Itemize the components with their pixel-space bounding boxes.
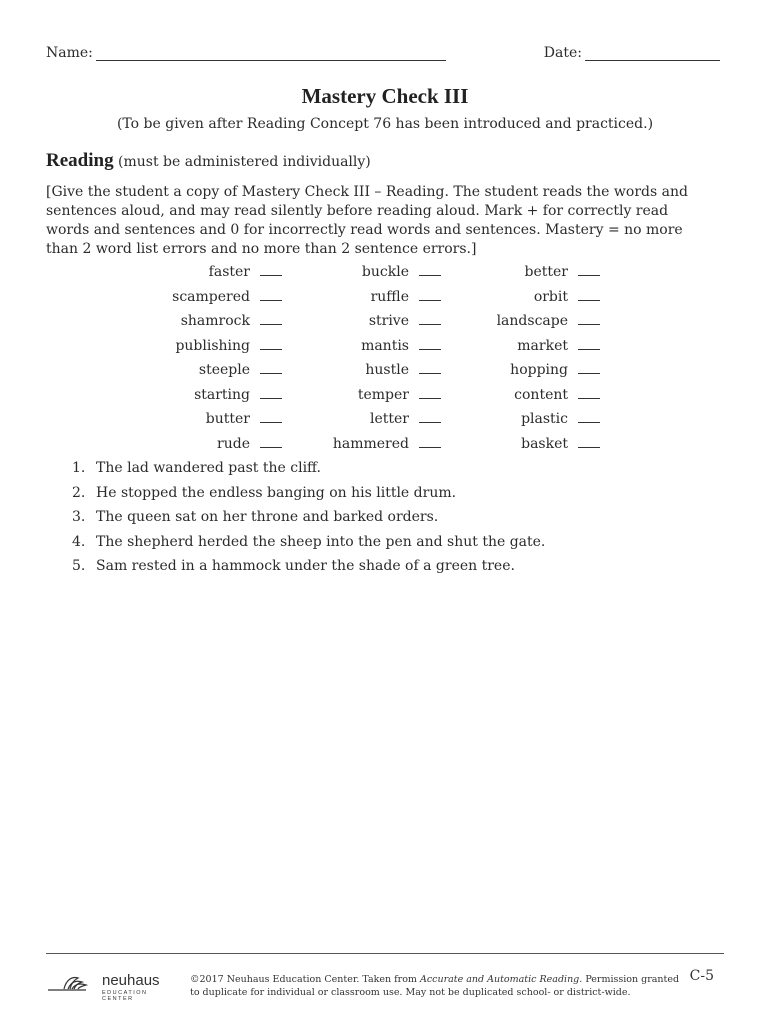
word-text: mantis bbox=[361, 337, 409, 354]
mark-blank[interactable] bbox=[578, 312, 600, 325]
mark-blank[interactable] bbox=[419, 288, 441, 301]
word-text: orbit bbox=[533, 288, 568, 305]
word-text: starting bbox=[194, 386, 250, 403]
sentence-number: 2. bbox=[72, 484, 86, 501]
word-text: publishing bbox=[175, 337, 250, 354]
sentence-text: He stopped the endless banging on his little drum. bbox=[96, 484, 457, 501]
word-text: strive bbox=[368, 313, 409, 329]
word-text: basket bbox=[521, 435, 568, 452]
mark-blank[interactable] bbox=[578, 361, 600, 374]
sentence-text: The queen sat on her throne and barked orders. bbox=[96, 509, 439, 525]
logo-subtext: EDUCATION CENTER bbox=[102, 990, 148, 1002]
section-note: (must be administered individually) bbox=[118, 154, 371, 170]
mark-blank[interactable] bbox=[419, 386, 441, 399]
word-text: content bbox=[514, 386, 568, 403]
word-row bbox=[0, 312, 770, 334]
date-blank-line[interactable] bbox=[585, 44, 720, 61]
footer-divider bbox=[46, 953, 724, 954]
mark-blank[interactable] bbox=[260, 312, 282, 325]
mark-blank[interactable] bbox=[260, 410, 282, 423]
section-header bbox=[46, 150, 371, 172]
mark-blank[interactable] bbox=[419, 263, 441, 276]
mark-blank[interactable] bbox=[260, 263, 282, 276]
word-item bbox=[361, 337, 441, 354]
mark-blank[interactable] bbox=[419, 361, 441, 374]
logo-mark-icon bbox=[46, 970, 100, 996]
word-item bbox=[521, 410, 600, 427]
word-row bbox=[0, 288, 770, 310]
word-item bbox=[181, 312, 282, 329]
logo-wordmark: neuhaus bbox=[102, 972, 160, 989]
word-item bbox=[370, 410, 441, 427]
copyright-post: Permission granted to duplicate for individual or classroom use. May not be duplicated school- or district-wide. bbox=[190, 974, 680, 998]
sentence-item bbox=[72, 556, 545, 581]
mark-blank[interactable] bbox=[419, 337, 441, 350]
mark-blank[interactable] bbox=[578, 386, 600, 399]
word-text: ruffle bbox=[370, 288, 409, 305]
word-item bbox=[371, 288, 441, 305]
sentence-item bbox=[72, 532, 545, 557]
word-text: scampered bbox=[172, 288, 250, 305]
copyright-notice bbox=[190, 973, 680, 999]
mark-blank[interactable] bbox=[419, 435, 441, 448]
word-item bbox=[369, 312, 441, 329]
mark-blank[interactable] bbox=[578, 263, 600, 276]
sentence-text: The shepherd herded the sheep into the pen and shut the gate. bbox=[96, 533, 546, 550]
date-label: Date: bbox=[543, 45, 582, 61]
word-text: rude bbox=[217, 435, 250, 452]
word-text: shamrock bbox=[180, 313, 250, 329]
sentence-item bbox=[72, 458, 545, 483]
word-item bbox=[206, 410, 282, 427]
word-text: plastic bbox=[521, 411, 568, 427]
word-item bbox=[175, 337, 282, 354]
word-item bbox=[497, 312, 600, 329]
sentence-number: 1. bbox=[72, 460, 86, 476]
word-text: hopping bbox=[510, 362, 568, 378]
page-subtitle: (To be given after Reading Concept 76 has been introduced and practiced.) bbox=[116, 116, 654, 132]
word-text: hammered bbox=[332, 435, 409, 452]
mark-blank[interactable] bbox=[578, 410, 600, 423]
mark-blank[interactable] bbox=[419, 410, 441, 423]
word-row bbox=[0, 386, 770, 408]
page-title: Mastery Check III bbox=[301, 84, 469, 108]
word-text: market bbox=[517, 337, 568, 354]
word-row bbox=[0, 361, 770, 383]
word-item bbox=[362, 263, 441, 280]
word-item bbox=[333, 435, 441, 452]
word-text: faster bbox=[208, 264, 250, 280]
sentence-number: 4. bbox=[72, 533, 86, 550]
mark-blank[interactable] bbox=[419, 312, 441, 325]
instructions-paragraph: [Give the student a copy of Mastery Check III – Reading. The student reads the words and sentences aloud, and may read silently before reading aloud. Mark + for correctly read words and sentences and 0 for incorrectly read words and sentences. Mastery = no more than 2 word list errors and no more than 2 sentence errors.] bbox=[46, 184, 688, 257]
header-row bbox=[46, 44, 720, 64]
sentence-item bbox=[72, 483, 545, 508]
name-blank-line[interactable] bbox=[96, 44, 446, 61]
mark-blank[interactable] bbox=[260, 361, 282, 374]
word-text: landscape bbox=[496, 313, 568, 329]
word-item bbox=[358, 386, 441, 403]
word-item bbox=[525, 263, 600, 280]
word-row bbox=[0, 410, 770, 432]
mark-blank[interactable] bbox=[260, 386, 282, 399]
word-item bbox=[510, 361, 600, 378]
section-heading: Reading bbox=[46, 150, 114, 171]
sentence-text: The lad wandered past the cliff. bbox=[96, 460, 321, 476]
word-text: letter bbox=[370, 411, 409, 427]
word-text: butter bbox=[205, 411, 250, 427]
word-row bbox=[0, 263, 770, 285]
word-text: better bbox=[524, 264, 568, 280]
word-text: temper bbox=[357, 386, 409, 403]
word-item bbox=[514, 386, 600, 403]
word-row bbox=[0, 435, 770, 457]
name-label: Name: bbox=[46, 45, 93, 61]
copyright-book-title: Accurate and Automatic Reading. bbox=[419, 974, 583, 985]
mark-blank[interactable] bbox=[260, 288, 282, 301]
neuhaus-logo bbox=[46, 970, 176, 1002]
sentence-number: 3. bbox=[72, 509, 86, 525]
word-item bbox=[365, 361, 441, 378]
word-text: steeple bbox=[198, 362, 250, 378]
copyright-pre: ©2017 Neuhaus Education Center. Taken from bbox=[190, 974, 420, 985]
word-item bbox=[199, 361, 282, 378]
sentence-number: 5. bbox=[72, 558, 86, 574]
date-field[interactable] bbox=[544, 44, 720, 61]
word-item bbox=[517, 337, 600, 354]
mark-blank[interactable] bbox=[578, 288, 600, 301]
word-item bbox=[534, 288, 600, 305]
word-item bbox=[217, 435, 282, 452]
sentence-text: Sam rested in a hammock under the shade of a green tree. bbox=[96, 558, 515, 574]
word-text: hustle bbox=[365, 362, 409, 378]
mark-blank[interactable] bbox=[578, 435, 600, 448]
name-field[interactable] bbox=[46, 44, 446, 61]
word-item bbox=[172, 288, 282, 305]
mark-blank[interactable] bbox=[260, 337, 282, 350]
word-text: buckle bbox=[361, 264, 409, 280]
mark-blank[interactable] bbox=[260, 435, 282, 448]
word-row bbox=[0, 337, 770, 359]
word-item bbox=[521, 435, 600, 452]
word-item bbox=[209, 263, 282, 280]
word-item bbox=[194, 386, 282, 403]
sentence-item bbox=[72, 507, 545, 532]
mark-blank[interactable] bbox=[578, 337, 600, 350]
page-number: C-5 bbox=[689, 968, 714, 984]
sentence-list bbox=[72, 458, 545, 581]
